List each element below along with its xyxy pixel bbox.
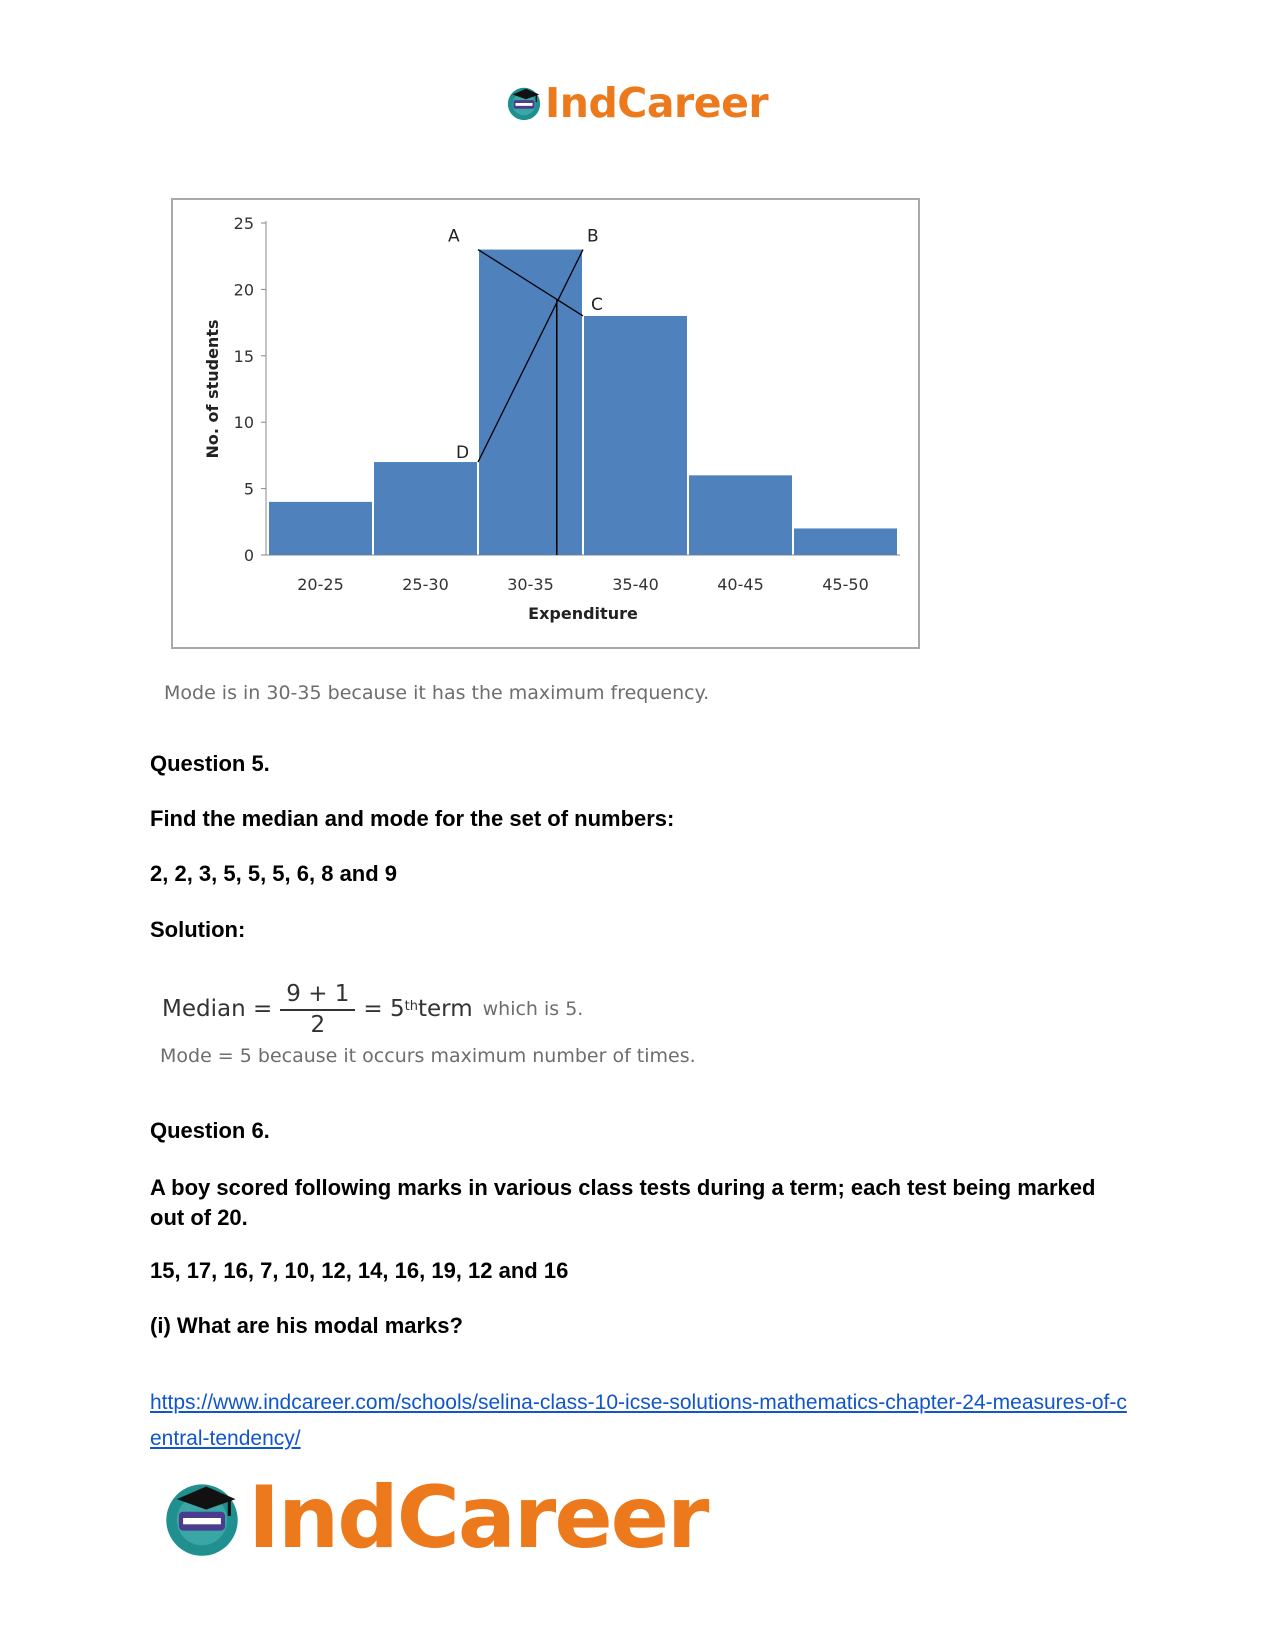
y-tick-label: 25: [233, 214, 254, 233]
brand-name: IndCareer: [545, 79, 769, 127]
y-tick-label: 15: [233, 346, 254, 366]
chart-caption: Mode is in 30-35 because it has the maximum frequency.: [164, 682, 710, 704]
fraction-numerator: 9 + 1: [280, 981, 355, 1011]
histogram-bar: [479, 250, 582, 555]
x-tick-label: 25-30: [402, 575, 449, 594]
point-label-b: B: [587, 226, 599, 247]
median-result: which is 5.: [482, 998, 584, 1020]
point-label-c: C: [591, 294, 603, 315]
x-tick-label: 35-40: [612, 575, 659, 594]
y-tick-label: 5: [243, 479, 254, 499]
histogram-chart: [171, 198, 920, 649]
median-formula: [162, 978, 583, 1040]
median-superscript: th: [404, 998, 418, 1014]
question-6-part-i: (i) What are his modal marks?: [150, 1313, 463, 1338]
histogram-svg: [173, 200, 918, 647]
fraction-denominator: 2: [310, 1011, 326, 1038]
question-5-text: Find the median and mode for the set of numbers:: [150, 806, 675, 831]
histogram-bar: [584, 316, 687, 555]
histogram-bar: [689, 475, 792, 555]
x-tick-label: 30-35: [507, 575, 554, 594]
x-axis-title: Expenditure: [528, 604, 638, 623]
question-5-heading: Question 5.: [150, 751, 270, 776]
question-6-numbers: 15, 17, 16, 7, 10, 12, 14, 16, 19, 12 and 16: [150, 1258, 569, 1283]
question-5-numbers: 2, 2, 3, 5, 5, 5, 6, 8 and 9: [150, 861, 398, 886]
mode-statement: Mode = 5 because it occurs maximum number of times.: [160, 1045, 696, 1067]
header-logo: [505, 78, 768, 128]
footer-logo: [160, 1468, 707, 1568]
point-label-d: D: [456, 443, 470, 464]
y-tick-label: 10: [233, 413, 254, 433]
question-6-heading: Question 6.: [150, 1118, 270, 1143]
median-term: term: [417, 996, 473, 1022]
median-label: Median =: [162, 996, 273, 1022]
y-axis-title: No. of students: [203, 319, 222, 459]
solution-heading: Solution:: [150, 917, 246, 942]
histogram-bar: [374, 462, 477, 555]
median-equals: = 5: [363, 996, 405, 1022]
x-tick-label: 40-45: [717, 575, 764, 594]
histogram-bar: [794, 528, 897, 555]
point-label-a: A: [448, 226, 460, 247]
median-fraction: [280, 981, 355, 1038]
source-link[interactable]: https://www.indcareer.com/schools/selina-class-10-icse-solutions-mathematics-chapter-24-measures-of-central-tendency/: [150, 1391, 1127, 1450]
globe-graduation-cap-icon: [160, 1476, 244, 1560]
x-tick-label: 20-25: [297, 575, 344, 594]
globe-graduation-cap-icon: [505, 84, 543, 122]
histogram-bar: [269, 502, 372, 555]
y-tick-label: 0: [243, 546, 254, 565]
brand-name: IndCareer: [248, 1468, 708, 1568]
y-tick-label: 20: [233, 280, 254, 300]
question-6-text: A boy scored following marks in various class tests during a term; each test being marked out of 20.: [150, 1175, 1096, 1230]
x-tick-label: 45-50: [822, 575, 869, 594]
